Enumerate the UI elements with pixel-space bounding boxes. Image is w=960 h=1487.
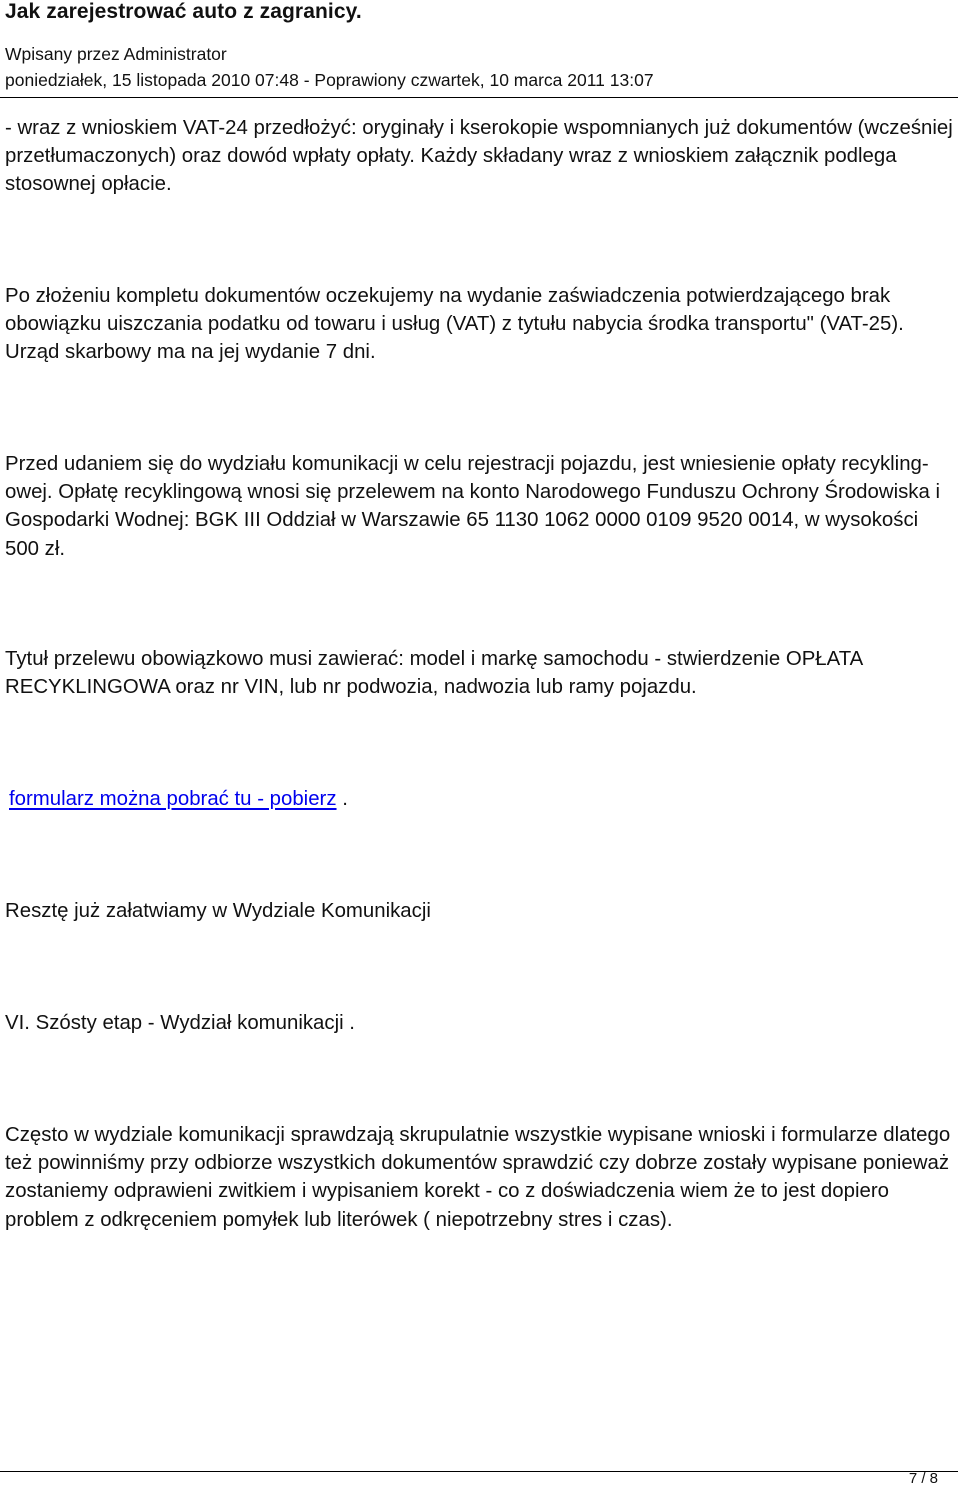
paragraph-recycling-fee: Przed udaniem się do wydziału komunikacji w celu rejestracji pojazdu, jest wniesienie opłaty recykling-owej. Opłatę recyklingową wnosi się przelewem na konto Narodowego Funduszu Ochrony Środowiska i Gospodarki Wodnej: BGK III Oddział w Warszawie 65 1130 1062 0000 0109 9520 0014, w wysokości 500 zł. [5,453,941,560]
paragraph-verification: Często w wydziale komunikacji sprawdzają skrupulatnie wszystkie wypisane wnioski i formularze dlatego też powinniśmy przy odbiorze wszystkich dokumentów sprawdzić czy dobrze zostały wypisane ponieważ zostaniemy odprawieni zwitkiem i wypisaniem korekt - co z doświadczenia wiem że to jest dopiero problem z odkręceniem pomyłek lub literówek ( niepotrzebny stres i czas). [5,1124,951,1231]
paragraph-download [9,785,960,813]
footer-divider [0,1471,958,1472]
download-form-link[interactable]: formularz można pobrać tu - pobierz [9,788,337,810]
paragraph-vat24: - wraz z wnioskiem VAT-24 przedłożyć: oryginały i kserokopie wspomnianych już dokumentów (wcześniej przetłumaczonych) oraz dowód wpłaty opłaty. Każdy składany wraz z wnioskiem załącznik podlega stosownej opłacie. [5,117,953,196]
paragraph-rest: Resztę już załatwiamy w Wydziale Komunikacji [5,900,431,922]
article-title: Jak zarejestrować auto z zagranicy. [5,0,362,23]
paragraph-vat25: Po złożeniu kompletu dokumentów oczekujemy na wydanie zaświadczenia potwierdzającego brak obowiązku uiszczania podatku od towaru i usług (VAT) z tytułu nabycia środka transportu" (VAT-25). Urząd skarbowy ma na jej wydanie 7 dni. [5,285,904,364]
download-form-suffix: . [336,788,348,810]
page-number: 7 / 8 [908,1470,938,1487]
section-heading-stage-6: VI. Szósty etap - Wydział komunikacji . [5,1012,355,1034]
paragraph-transfer-title: Tytuł przelewu obowiązkowo musi zawierać: model i markę samochodu - stwierdzenie OPŁATA RECYKLINGOWA oraz nr VIN, lub nr podwozia, nadwozia lub ramy pojazdu. [5,648,863,699]
header-divider [0,97,958,98]
article-dates: poniedziałek, 15 listopada 2010 07:48 - Poprawiony czwartek, 10 marca 2011 13:07 [5,70,654,90]
article-author: Wpisany przez Administrator [5,44,227,64]
